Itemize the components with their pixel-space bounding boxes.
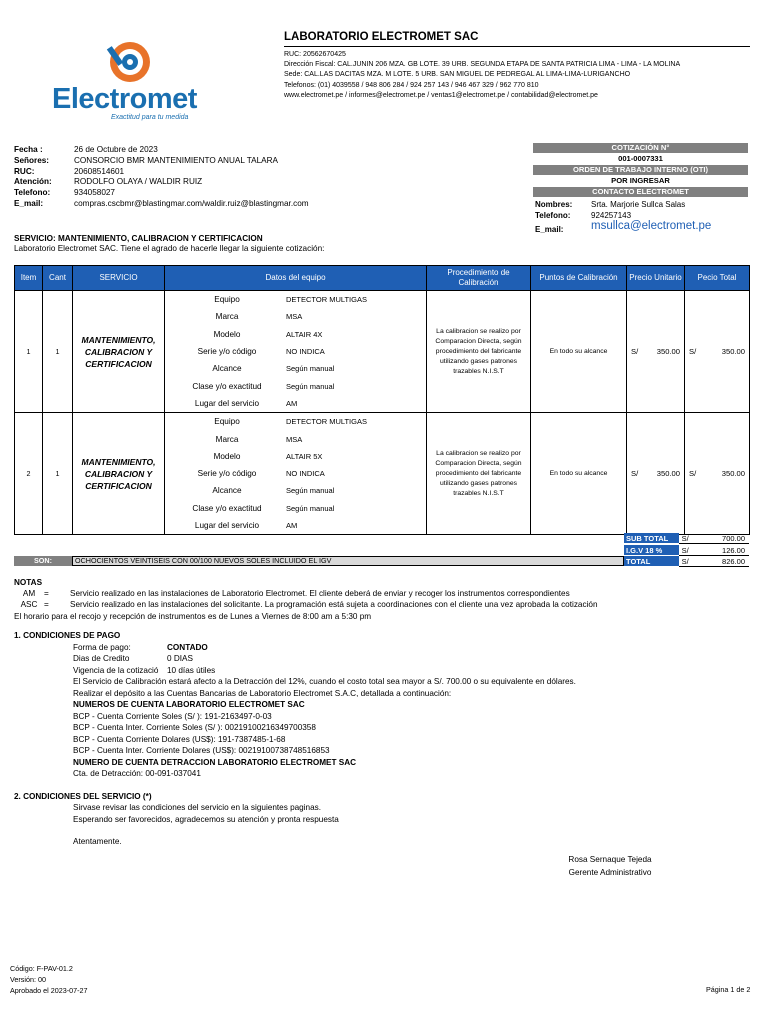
doc-version: Versión: 00 — [10, 975, 46, 984]
signer-role: Gerente Administrativo — [568, 867, 652, 877]
row-precio-unitario — [627, 413, 685, 535]
oti-value: POR INGRESAR — [611, 176, 670, 185]
datos-line — [165, 517, 426, 534]
row-servicio: MANTENIMIENTO, CALIBRACION Y CERTIFICACION — [73, 413, 165, 535]
datos-value: NO INDICA — [286, 469, 325, 479]
datos-line — [165, 343, 426, 360]
subtotal-value: 700.00 — [695, 533, 749, 544]
row-servicio: MANTENIMIENTO, CALIBRACION Y CERTIFICACION — [73, 291, 165, 413]
header-cant: Cant — [43, 266, 73, 291]
company-logo — [50, 40, 215, 125]
page-number: Página 1 de 2 — [706, 985, 751, 994]
contact-header: CONTACTO ELECTROMET — [533, 187, 748, 197]
note-key: AM — [22, 589, 36, 599]
note-key: ASC — [20, 600, 38, 610]
subtotal-row — [624, 533, 749, 544]
row-procedimiento: La calibracion se realizo por Comparacion Directa, según procedimiento del fabricante utilizando gases patrones trazables N.I.S.T — [427, 413, 531, 535]
client-value: CONSORCIO BMR MANTENIMIENTO ANUAL TALARA — [74, 155, 278, 165]
payment-line: BCP - Cuenta Inter. Corriente Dolares (US$): 00219100738748516853 — [73, 746, 330, 755]
row-precio-unitario — [627, 291, 685, 413]
note-row — [14, 599, 598, 610]
datos-key: Marca — [215, 434, 239, 444]
datos-line — [165, 360, 426, 377]
contact-email-link[interactable]: msullca@electromet.pe — [591, 220, 712, 232]
total-label: TOTAL — [624, 556, 679, 567]
client-label: Atención: — [14, 177, 52, 187]
client-label: Señores: — [14, 155, 50, 165]
client-label: RUC: — [14, 166, 35, 176]
contact-name: Srta. Marjorie Sullca Salas — [591, 200, 686, 209]
datos-line — [165, 377, 426, 394]
datos-key: Clase y/o exactitud — [192, 381, 262, 391]
company-sede: Sede: CAL.LAS DACITAS MZA. M LOTE. 5 URB. SAN MIGUEL DE PEDREGAL AL LIMA-LIMA-LURIGANCHO — [284, 71, 631, 79]
service-intro-text: Laboratorio Electromet SAC. Tiene el agrado de hacerle llegar la siguiente cotización: — [14, 244, 325, 253]
contact-info — [535, 199, 711, 235]
header-servicio: SERVICIO — [73, 266, 165, 291]
payment-line: Cta. de Detracción: 00-091-037041 — [73, 769, 201, 778]
note-text: Servicio realizado en las instalaciones del solicitante. La programación está sujeta a coordinaciones con el cliente una vez aprobada la cotización — [70, 600, 598, 610]
son-label: SON: — [14, 556, 72, 566]
payment-row — [14, 653, 734, 665]
contact-name-label: Nombres: — [535, 200, 573, 209]
datos-value: AM — [286, 398, 298, 408]
datos-key: Marca — [215, 312, 239, 322]
currency: S/ — [631, 469, 639, 479]
service-intro — [14, 234, 324, 254]
client-row — [14, 188, 309, 199]
header-divider — [284, 46, 750, 47]
total-price: 350.00 — [721, 469, 745, 479]
row-datos — [165, 291, 427, 413]
quote-table — [14, 265, 750, 535]
currency: S/ — [631, 347, 639, 357]
row-puntos: En todo su alcance — [531, 291, 627, 413]
note-eq: = — [44, 589, 49, 599]
client-label: Telefono: — [14, 188, 51, 198]
currency: S/ — [679, 556, 696, 567]
datos-key: Alcance — [212, 486, 242, 496]
client-value: 20608514601 — [74, 166, 125, 176]
client-label: E_mail: — [14, 198, 44, 208]
quote-number-label: COTIZACIÓN N° — [533, 143, 748, 153]
note-horario: El horario para el recojo y recepción de instrumentos es de Lunes a Viernes de 8:00 am a 5:30 pm — [14, 611, 372, 621]
contact-phone-label: Telefono: — [535, 211, 571, 220]
payment-line: El Servicio de Calibración estará afecto a la Detracción del 12%, cuando el costo total sea mayor a S/. 700.00 o su equivalente en dólares. — [73, 677, 576, 686]
payment-row — [14, 642, 734, 654]
company-web: www.electromet.pe / informes@electromet.pe / ventas1@electromet.pe / contabilidad@electromet.pe — [284, 91, 598, 99]
datos-line — [165, 413, 426, 430]
datos-value: NO INDICA — [286, 347, 325, 357]
igv-label: I.G.V 18 % — [624, 545, 679, 556]
contact-row — [535, 221, 711, 235]
signature-block — [560, 854, 660, 879]
datos-line — [165, 395, 426, 412]
datos-key: Lugar del servicio — [194, 398, 260, 408]
doc-code: Código: F-PAV-01.2 — [10, 964, 73, 973]
notes-section — [14, 577, 598, 622]
service-conditions-line: Sirvase revisar las condiciones del servicio en la siguientes paginas. — [73, 803, 322, 812]
currency: S/ — [679, 533, 696, 544]
table-header-row — [15, 266, 750, 291]
unit-price: 350.00 — [656, 469, 680, 479]
payment-row — [14, 665, 734, 677]
company-name: LABORATORIO ELECTROMET SAC — [284, 31, 479, 43]
payment-line: NUMERO DE CUENTA DETRACCION LABORATORIO ELECTROMET SAC — [73, 757, 357, 767]
client-info — [14, 145, 309, 210]
client-row — [14, 156, 309, 167]
payment-line: BCP - Cuenta Inter. Corriente Soles (S/ ): 00219100216349700358 — [73, 723, 316, 732]
datos-line — [165, 308, 426, 325]
datos-value: DETECTOR MULTIGAS — [286, 417, 367, 427]
row-item: 1 — [15, 291, 43, 413]
datos-value: Según manual — [286, 381, 335, 391]
client-value: 934058027 — [74, 188, 115, 198]
header-procedimiento: Procedimiento de Calibración — [427, 266, 531, 291]
total-value: 826.00 — [695, 556, 749, 567]
header-precio-unitario: Precio Unitario — [627, 266, 685, 291]
client-row — [14, 199, 309, 210]
datos-line — [165, 430, 426, 447]
company-info — [284, 50, 680, 101]
currency: S/ — [689, 347, 697, 357]
client-row — [14, 145, 309, 156]
spacer — [14, 825, 734, 836]
datos-value: Según manual — [286, 486, 335, 496]
datos-line — [165, 291, 426, 308]
datos-value: Según manual — [286, 364, 335, 374]
datos-line — [165, 500, 426, 517]
total-row — [624, 556, 749, 567]
datos-line — [165, 326, 426, 343]
datos-key: Serie y/o código — [197, 347, 257, 357]
client-value: 26 de Octubre de 2023 — [74, 145, 158, 154]
logo-tagline: Exactitud para tu medida — [111, 114, 189, 121]
payment-line: Realizar el depósito a las Cuentas Bancarias de Laboratorio Electromet S.A.C, detallada a continuación: — [73, 688, 452, 698]
datos-line — [165, 465, 426, 482]
payment-key: Forma de pago: — [73, 642, 131, 652]
row-cant: 1 — [43, 413, 73, 535]
table-row — [15, 291, 750, 413]
datos-key: Modelo — [213, 451, 241, 461]
row-cant: 1 — [43, 291, 73, 413]
datos-key: Equipo — [214, 417, 240, 427]
payment-conditions — [14, 630, 734, 848]
service-conditions-line: Esperando ser favorecidos, agradecemos su atención y pronta respuesta — [73, 814, 339, 824]
payment-value: CONTADO — [167, 642, 208, 652]
payment-title: 1. CONDICIONES DE PAGO — [14, 631, 121, 640]
closing-text: Atentamente. — [73, 837, 122, 846]
row-datos — [165, 413, 427, 535]
note-text: Servicio realizado en las instalaciones de Laboratorio Electromet. El cliente deberá de enviar y recoger los instrumentos correspondientes — [70, 589, 570, 599]
header-puntos: Puntos de Calibración — [531, 266, 627, 291]
datos-value: AM — [286, 521, 298, 530]
datos-key: Serie y/o código — [197, 469, 257, 479]
payment-line: BCP - Cuenta Corriente Dolares (US$): 191-7387485-1-68 — [73, 734, 286, 744]
datos-value: ALTAIR 5X — [286, 451, 323, 461]
note-eq: = — [44, 600, 49, 610]
contact-email-label: E_mail: — [535, 225, 564, 234]
row-puntos: En todo su alcance — [531, 413, 627, 535]
datos-value: ALTAIR 4X — [286, 329, 323, 339]
document-footer — [10, 963, 88, 996]
quote-number: 001-0007331 — [618, 154, 663, 163]
company-fiscal: Dirección Fiscal: CAL.JUNIN 206 MZA. GB LOTE. 39 URB. SEGUNDA ETAPA DE SANTA PATRICIA LIMA - LIMA - LA MOLINA — [284, 61, 681, 69]
table-row — [15, 413, 750, 535]
currency: S/ — [679, 545, 696, 556]
contact-phone: 924257143 — [591, 211, 632, 220]
client-row — [14, 167, 309, 178]
datos-value: MSA — [286, 312, 303, 322]
oti-label: ORDEN DE TRABAJO INTERNO (OTI) — [533, 165, 748, 175]
spacer — [14, 780, 734, 791]
contact-row — [535, 199, 711, 210]
amount-in-words — [14, 556, 624, 566]
company-ruc: RUC: 20562670425 — [284, 51, 346, 58]
client-label: Fecha : — [14, 145, 43, 154]
header-item: Item — [15, 266, 43, 291]
son-value: OCHOCIENTOS VEINTISEIS CON 00/100 NUEVOS SOLES INCLUIDO EL IGV — [72, 556, 624, 566]
notes-title: NOTAS — [14, 578, 43, 587]
payment-key: Dias de Credito — [73, 654, 130, 663]
datos-key: Lugar del servicio — [194, 521, 260, 530]
unit-price: 350.00 — [656, 347, 680, 357]
currency: S/ — [689, 469, 697, 479]
datos-key: Alcance — [212, 364, 242, 374]
row-precio-total — [685, 291, 750, 413]
doc-approved: Aprobado el 2023-07-27 — [10, 986, 88, 995]
datos-key: Modelo — [213, 329, 241, 339]
subtotal-label: SUB TOTAL — [624, 533, 679, 544]
client-row — [14, 177, 309, 188]
header-precio-total: Pecio Total — [685, 266, 750, 291]
service-title: SERVICIO: MANTENIMIENTO, CALIBRACION Y CERTIFICACION — [14, 234, 263, 243]
datos-value: MSA — [286, 434, 303, 444]
service-conditions-title: 2. CONDICIONES DEL SERVICIO (*) — [14, 791, 152, 801]
datos-key: Clase y/o exactitud — [192, 503, 262, 513]
payment-line: BCP - Cuenta Corriente Soles (S/ ): 191-2163497-0-03 — [73, 711, 272, 721]
client-value: RODOLFO OLAYA / WALDIR RUIZ — [74, 177, 203, 187]
payment-value: 0 DIAS — [167, 654, 193, 663]
payment-value: 10 días útiles — [167, 665, 216, 675]
datos-line — [165, 448, 426, 465]
datos-value: DETECTOR MULTIGAS — [286, 295, 367, 305]
row-precio-total — [685, 413, 750, 535]
total-price: 350.00 — [721, 347, 745, 357]
datos-key: Equipo — [214, 295, 240, 305]
row-item: 2 — [15, 413, 43, 535]
company-phones: Telefonos: (01) 4039558 / 948 806 284 / 924 257 143 / 946 467 329 / 962 770 810 — [284, 81, 539, 89]
payment-key: Vigencia de la cotizació — [73, 665, 159, 675]
datos-value: Según manual — [286, 503, 335, 513]
client-value: compras.cscbmr@blastingmar.com/waldir.ruiz@blastingmar.com — [74, 198, 309, 208]
igv-row — [624, 545, 749, 556]
quote-box — [533, 143, 748, 198]
signer-name: Rosa Sernaque Tejeda — [568, 855, 652, 864]
header-datos: Datos del equipo — [165, 266, 427, 291]
row-procedimiento: La calibracion se realizo por Comparacion Directa, según procedimiento del fabricante utilizando gases patrones trazables N.I.S.T — [427, 291, 531, 413]
datos-line — [165, 482, 426, 499]
note-row — [14, 588, 598, 599]
payment-line: NUMEROS DE CUENTA LABORATORIO ELECTROMET SAC — [73, 700, 305, 709]
igv-value: 126.00 — [695, 545, 749, 556]
logo-text: Electromet — [52, 83, 197, 115]
